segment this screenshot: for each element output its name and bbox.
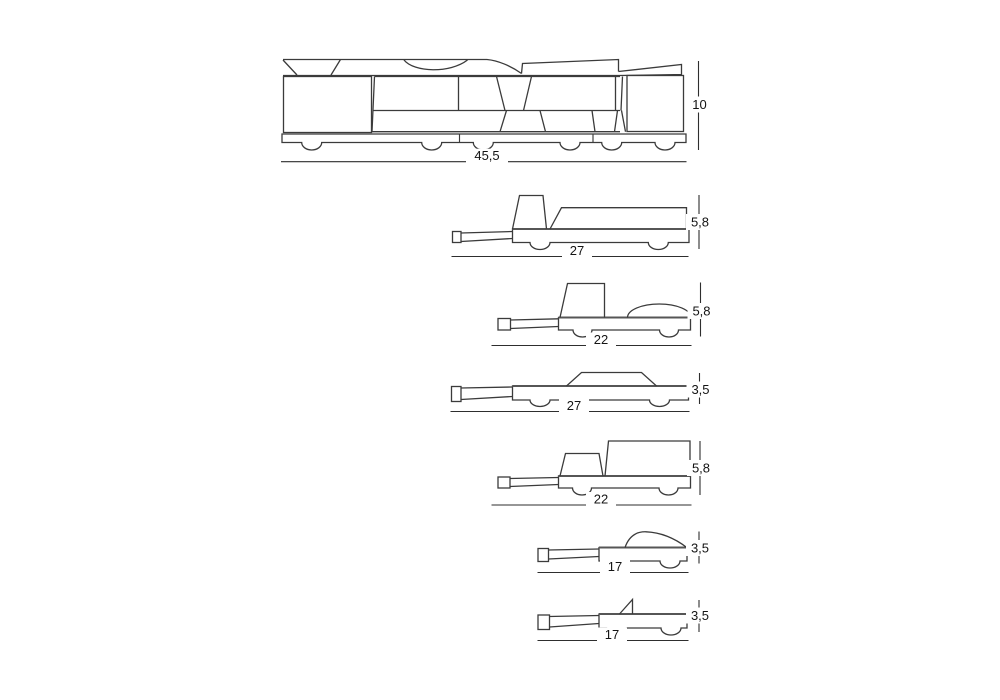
drawing-coupe bbox=[538, 532, 714, 575]
drawing-flatbed-truck bbox=[452, 195, 714, 258]
top-row-pieces bbox=[283, 60, 682, 76]
roof-curve bbox=[625, 532, 687, 548]
cargo-body bbox=[550, 208, 687, 229]
dimension-label-length: 17 bbox=[607, 559, 623, 574]
dimension-label-height: 5,8 bbox=[692, 303, 711, 319]
pull-handle-shaft bbox=[511, 319, 559, 329]
pull-handle-shaft bbox=[461, 232, 513, 242]
dimension-label-length: 22 bbox=[593, 491, 609, 507]
cab bbox=[513, 196, 547, 230]
dimension-label-height: 10 bbox=[692, 97, 707, 112]
drawing-convertible bbox=[538, 600, 714, 643]
right-block bbox=[627, 76, 684, 132]
dimension-length-set bbox=[281, 148, 687, 163]
dimension-height bbox=[688, 283, 715, 337]
dimension-label-height: 3,5 bbox=[690, 608, 710, 623]
chassis-outline bbox=[559, 318, 691, 338]
dimension-height bbox=[687, 373, 714, 404]
box-body bbox=[605, 441, 690, 476]
windshield-triangle bbox=[620, 600, 633, 615]
chassis-outline bbox=[559, 476, 691, 495]
dimension-length bbox=[492, 492, 692, 507]
dimension-length bbox=[452, 243, 689, 258]
drawing-box-truck bbox=[492, 441, 715, 507]
chassis-outline bbox=[513, 229, 690, 250]
dimension-height-set bbox=[686, 61, 712, 150]
dimension-label-height: 5,8 bbox=[691, 460, 711, 476]
pull-handle-grip bbox=[498, 477, 510, 488]
dimension-label-length: 45,5 bbox=[474, 148, 500, 164]
dimension-label-length: 22 bbox=[593, 332, 609, 347]
cab bbox=[560, 284, 605, 318]
cab bbox=[560, 454, 603, 477]
pull-handle-grip bbox=[452, 387, 462, 402]
chassis-outline bbox=[513, 386, 689, 407]
pull-handle-shaft bbox=[549, 549, 600, 559]
dimension-height bbox=[686, 195, 713, 249]
dimension-label-length: 27 bbox=[566, 398, 582, 413]
drawing-vehicle-set-stacked bbox=[281, 60, 712, 164]
dimension-length bbox=[538, 559, 689, 574]
middle-row-pieces bbox=[372, 77, 626, 132]
dimension-label-length: 27 bbox=[569, 243, 585, 258]
dimension-height bbox=[686, 600, 713, 632]
dimension-label-height: 5,8 bbox=[690, 214, 710, 230]
dimension-label-length: 17 bbox=[604, 627, 620, 642]
pull-handle-shaft bbox=[550, 616, 600, 628]
dimension-height bbox=[686, 532, 713, 564]
pull-handle-grip bbox=[538, 615, 550, 630]
dimension-label-height: 3,5 bbox=[691, 382, 710, 397]
pull-handle-shaft bbox=[461, 387, 513, 400]
drawing-pickup-with-dome bbox=[492, 283, 715, 348]
pull-handle-grip bbox=[498, 319, 511, 331]
drawing-sedan bbox=[451, 373, 714, 414]
base-plate-dividers bbox=[460, 134, 594, 143]
pull-handle-grip bbox=[538, 549, 549, 562]
dome-back bbox=[628, 304, 692, 318]
pull-handle-grip bbox=[453, 232, 462, 243]
dimension-label-height: 3,5 bbox=[690, 540, 710, 556]
roof bbox=[567, 373, 657, 387]
left-block bbox=[284, 77, 372, 133]
pull-handle-shaft bbox=[510, 478, 559, 487]
